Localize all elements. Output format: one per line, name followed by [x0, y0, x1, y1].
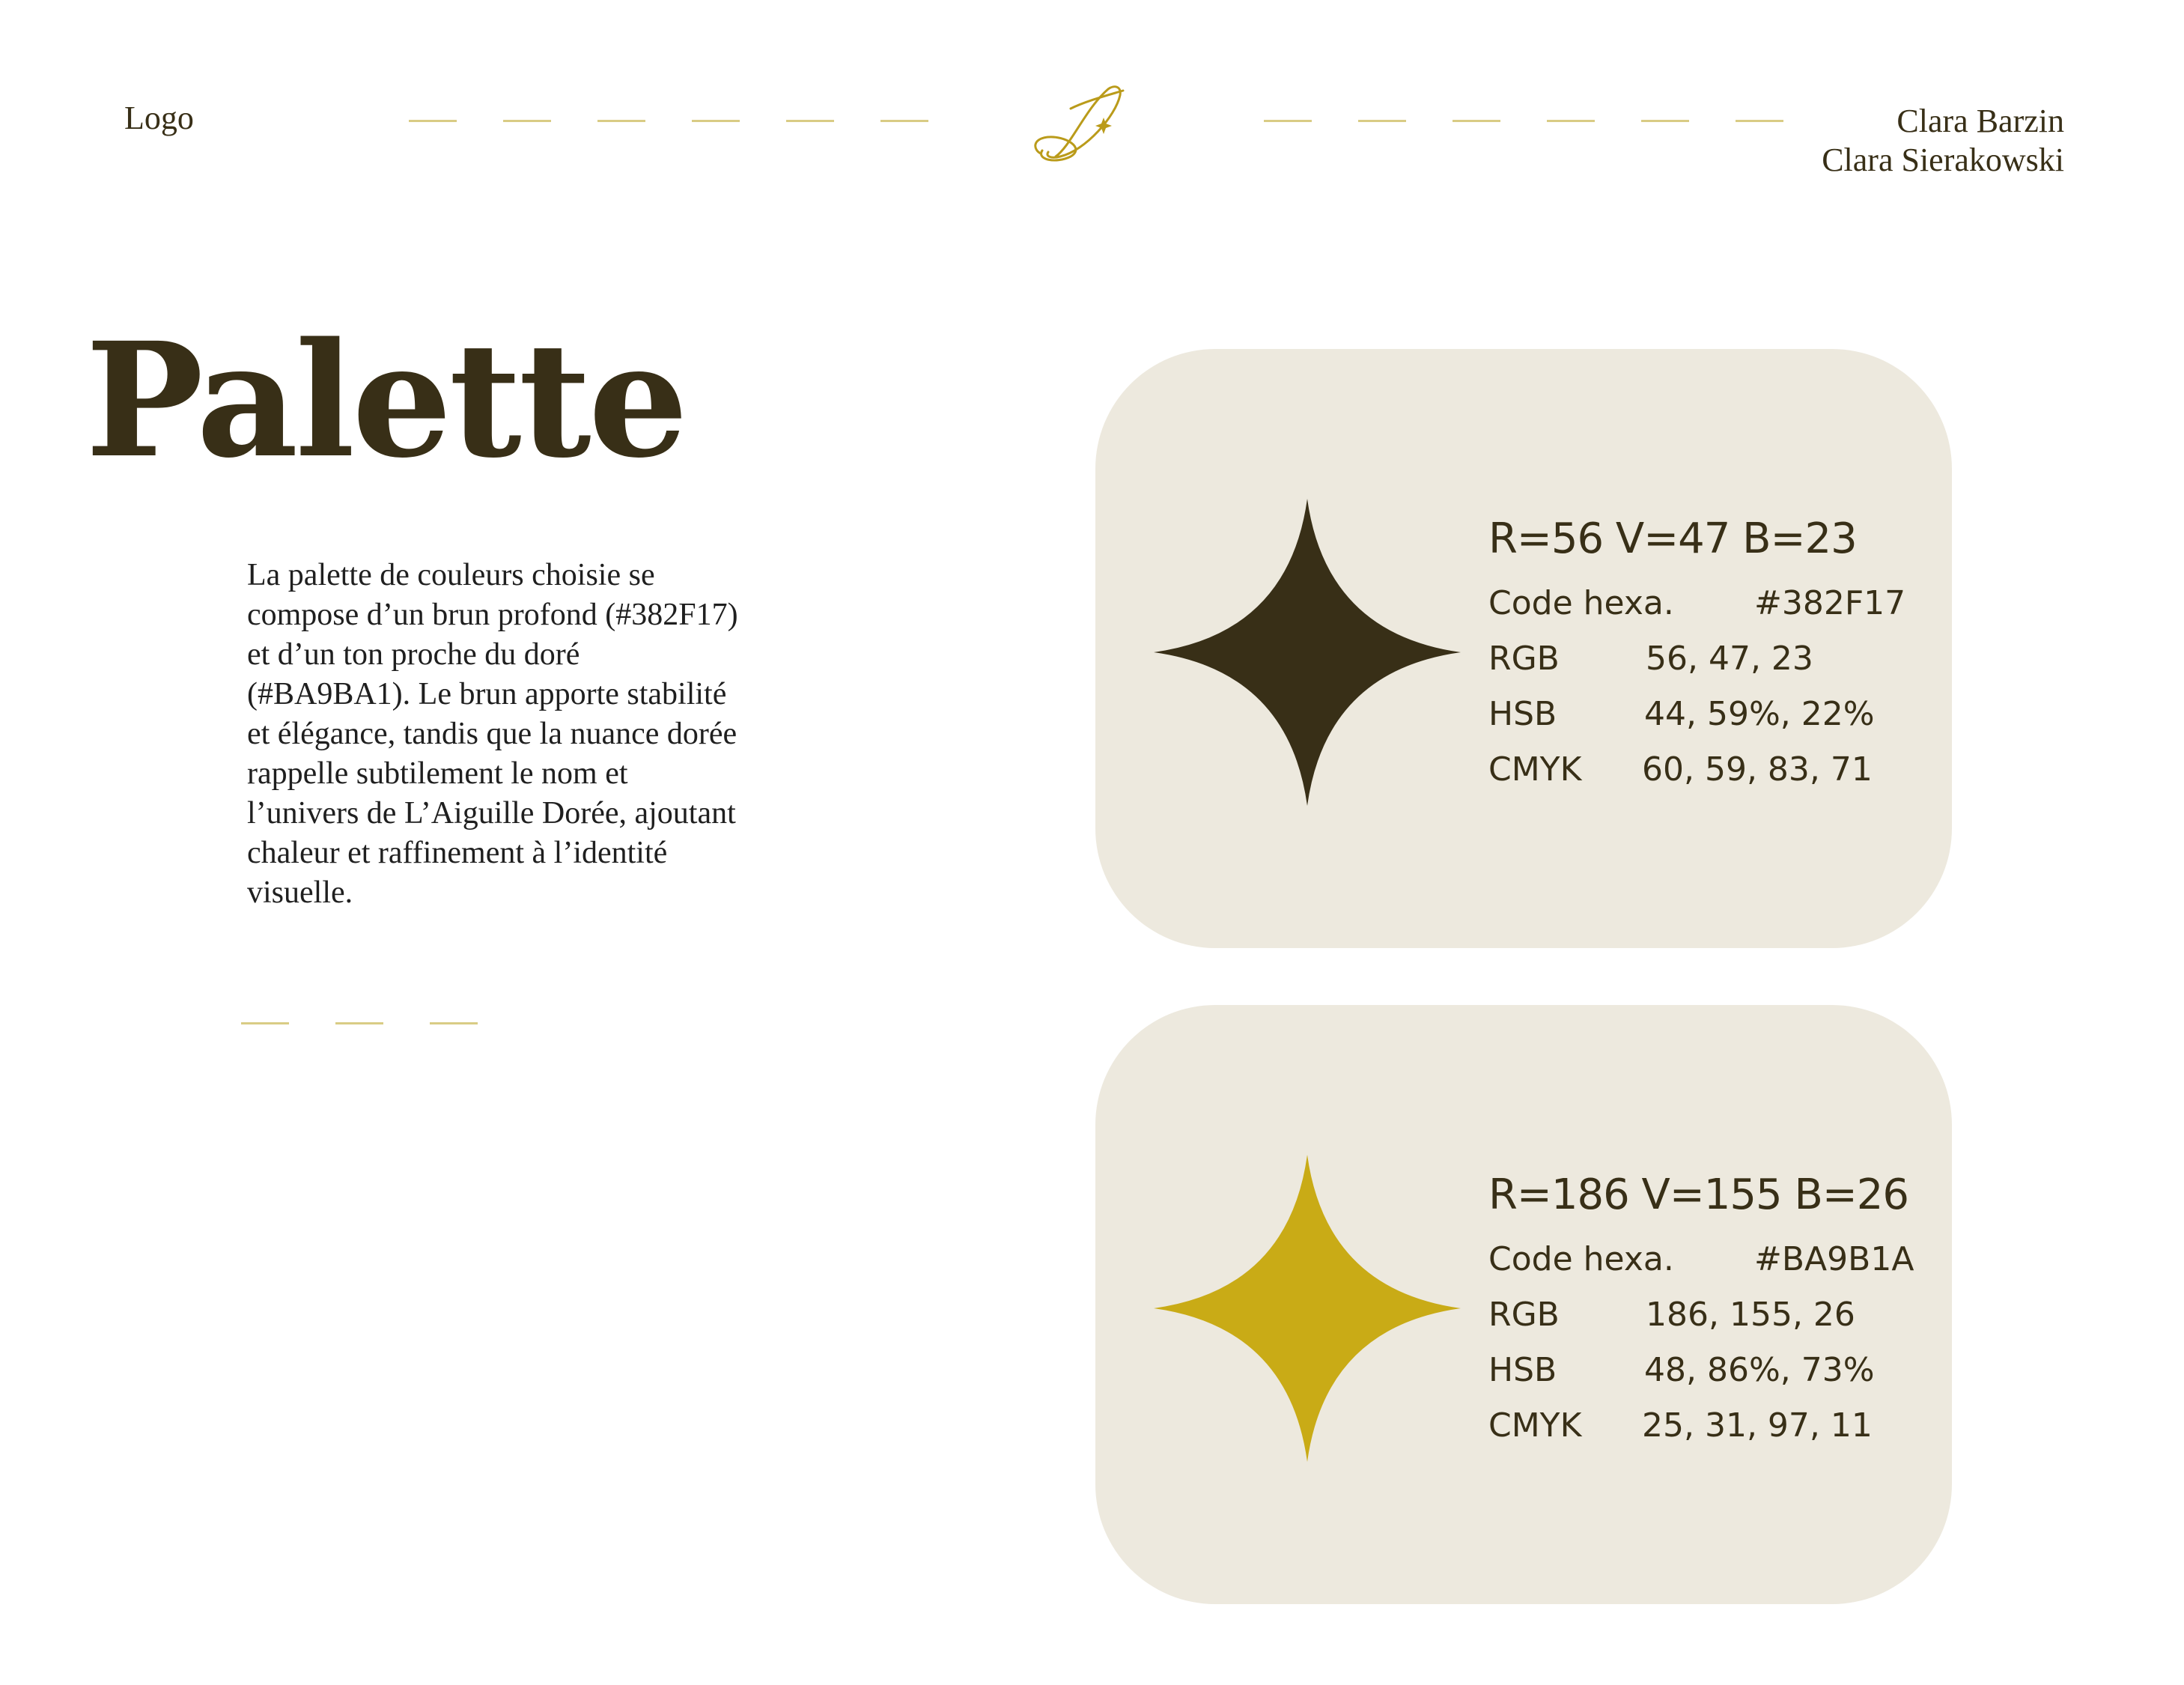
rgb-row — [1488, 1296, 1908, 1351]
logo-label: Logo — [124, 100, 194, 136]
swatch-info — [1488, 514, 1906, 806]
hex-label: Code hexa. — [1488, 1240, 1674, 1278]
hex-row — [1488, 1240, 1914, 1296]
hsb-label: HSB — [1488, 695, 1557, 733]
hsb-value: 48, 86%, 73% — [1644, 1351, 1875, 1389]
author-name: Clara Sierakowski — [1822, 142, 2064, 178]
author-name: Clara Barzin — [1896, 103, 2064, 139]
header-divider-left — [409, 120, 928, 122]
swatch-info — [1488, 1171, 1914, 1462]
cmyk-label: CMYK — [1488, 750, 1582, 789]
hex-value: #382F17 — [1754, 584, 1906, 622]
hex-row — [1488, 584, 1906, 640]
cmyk-value: 25, 31, 97, 11 — [1642, 1406, 1873, 1445]
hsb-value: 44, 59%, 22% — [1644, 695, 1875, 733]
page-title: Palette — [85, 308, 686, 493]
cmyk-value: 60, 59, 83, 71 — [1642, 750, 1873, 789]
description-divider — [241, 1022, 478, 1024]
rgb-row — [1488, 640, 1857, 695]
authors — [1822, 102, 2064, 180]
hex-value: #BA9B1A — [1754, 1240, 1914, 1278]
cmyk-row — [1488, 750, 1873, 806]
hsb-row — [1488, 1351, 1908, 1406]
hsb-row — [1488, 695, 1875, 750]
rgb-label: RGB — [1488, 1296, 1560, 1334]
rgb-label: RGB — [1488, 640, 1560, 678]
swatch-rvb-heading: R=56 V=47 B=23 — [1488, 514, 1857, 563]
color-swatch-card-gold — [1095, 1005, 1952, 1604]
monogram-d-star-icon — [1026, 79, 1138, 168]
rgb-value: 186, 155, 26 — [1646, 1296, 1855, 1334]
header-divider-right — [1264, 120, 1783, 122]
rgb-value: 56, 47, 23 — [1646, 640, 1813, 678]
palette-description: La palette de couleurs choisie se compose d’un brun profond (#382F17) et d’un ton proche du doré (#BA9BA1). Le brun apporte stabilité et élégance, tandis que la nuance dorée rappelle subtilement le nom et l’univers de L’Aiguille Dorée, ajoutant chaleur et raffinement à l’identité visuelle. — [247, 558, 738, 910]
hex-label: Code hexa. — [1488, 584, 1674, 622]
hsb-label: HSB — [1488, 1351, 1557, 1389]
four-point-star-icon — [1154, 499, 1461, 806]
swatch-rvb-heading: R=186 V=155 B=26 — [1488, 1171, 1909, 1219]
four-point-star-icon — [1154, 1155, 1461, 1462]
cmyk-row — [1488, 1406, 1908, 1462]
cmyk-label: CMYK — [1488, 1406, 1582, 1445]
color-swatch-card-brown — [1095, 349, 1952, 948]
